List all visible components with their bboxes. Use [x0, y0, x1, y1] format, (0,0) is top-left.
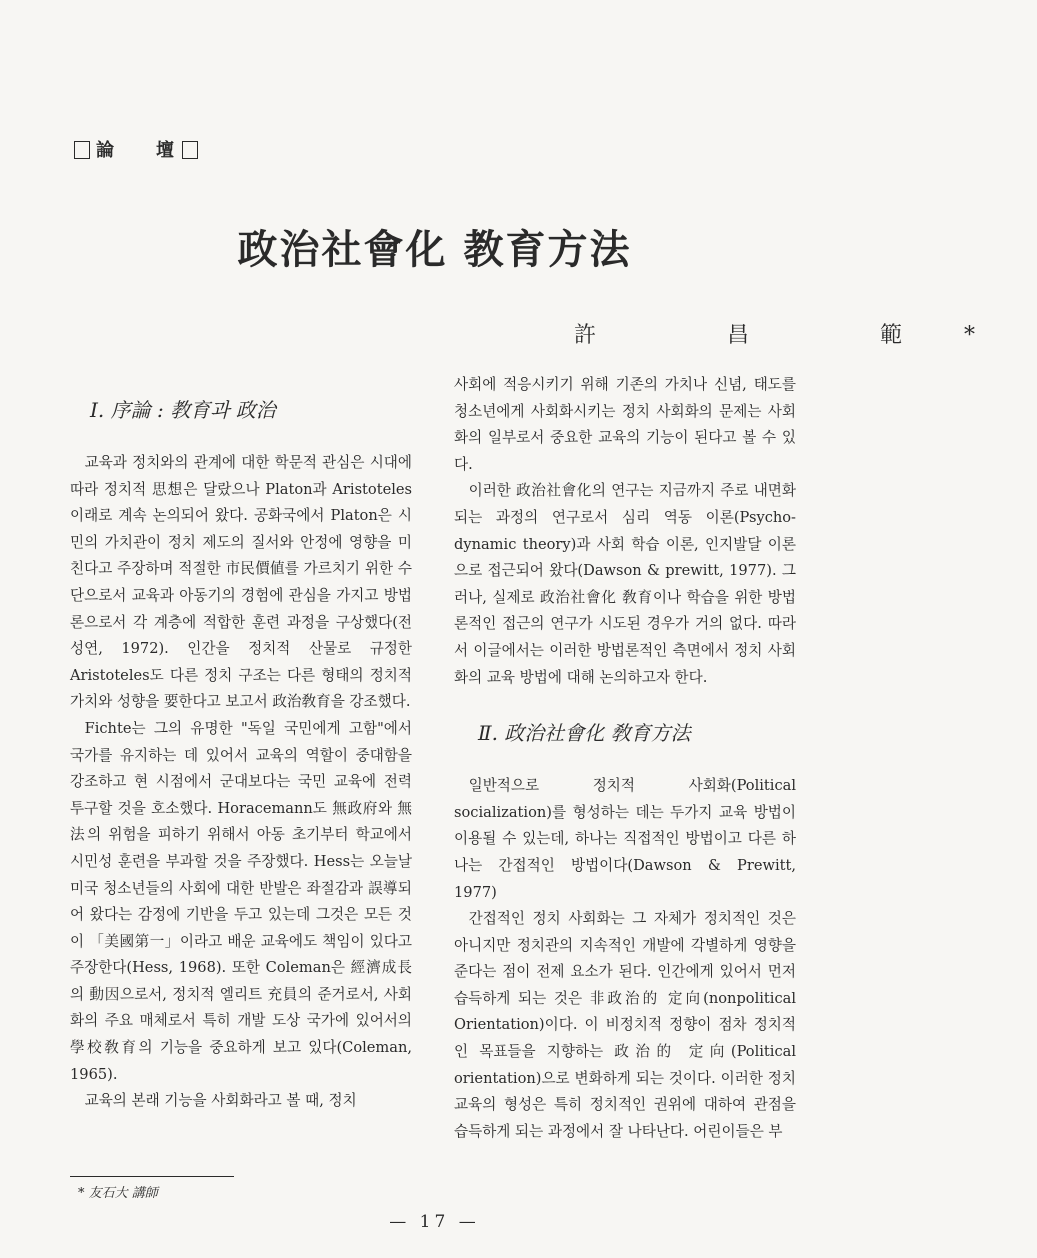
section-tag	[68, 136, 204, 162]
section-heading-1: Ⅰ. 序論 : 教育과 政治	[90, 398, 276, 422]
close-box-icon	[182, 141, 198, 159]
paragraph: 교육의 본래 기능을 사회화라고 볼 때, 정치	[84, 1092, 357, 1110]
article-title: 政治社會化 教育方法	[237, 226, 632, 273]
section-word-1: 論	[96, 140, 116, 161]
paragraph: 사회에 적응시키기 위해 기존의 가치나 신념, 태도를 청소년에게 사회화시키는 정치 사회화의 문제는 사회화의 일부로서 중요한 교육의 기능이 된다고 볼 수 있다.	[454, 376, 796, 473]
footnote-divider	[70, 1176, 234, 1177]
open-box-icon	[74, 141, 90, 159]
footnote: * 友石大 講師	[78, 1186, 158, 1201]
paragraph: 교육과 정치와의 관계에 대한 학문적 관심은 시대에 따라 정치적 思想은 달랐으나 Platon과 Aristoteles 이래로 계속 논의되어 왔다. 공화국에서 Platon은 시민의 가치관이 정치 제도의 질서와 안정에 영향을 미친다고 주장하며 적절한 市民價値를 가르치기 위한 수단으로서 교육과 아동기의 경험에 관심을 가지고 방법론으로서 각 계층에 적합한 훈련 과정을 구상했다(전성연, 1972). 인간을 정치적 산물로 규정한 Aristoteles도 다른 정치 구조는 다른 형태의 정치적 가치와 성향을 要한다고 보고서 政治敎育을 강조했다.	[70, 454, 412, 711]
paragraph: Fichte는 그의 유명한 "독일 국민에게 고함"에서 국가를 유지하는 데 있어서 교육의 역할이 중대함을 강조하고 현 시점에서 군대보다는 국민 교육에 전력 투구할 것을 호소했다. Horacemann도 無政府와 無法의 위험을 피하기 위해서 아동 초기부터 학교에서 시민성 훈련을 부과할 것을 주장했다. Hess는 오늘날 미국 청소년들의 사회에 대한 반발은 좌절감과 誤導되어 왔다는 감정에 기반을 두고 있는데 그것은 모든 것이 「美國第一」이라고 배운 교육에도 책임이 있다고 주장한다(Hess, 1968). 또한 Coleman은 經濟成長의 動因으로서, 정치적 엘리트 充員의 준거로서, 사회화의 주요 매체로서 특히 개발 도상 국가에 있어서의 學校敎育의 기능을 중요하게 보고 있다(Coleman, 1965).	[70, 719, 412, 1083]
section-heading-2: Ⅱ. 政治社會化 敎育方法	[478, 721, 691, 746]
paragraph: 일반적으로 정치적 사회화(Political socialization)를 형성하는 데는 두가지 교육 방법이 이용될 수 있는데, 하나는 직접적인 방법이고 다른 하나는 간접적인 방법이다(Dawson & Prewitt, 1977)	[454, 777, 796, 901]
paragraph: 이러한 政治社會化의 연구는 지금까지 주로 내면화되는 과정의 연구로서 심리 역동 이론(Psycho-dynamic theory)과 사회 학습 이론, 인지발달 이론으로 접근되어 왔다(Dawson & prewitt, 1977). 그러나, 실제로 政治社會化 敎育이나 학습을 위한 방법론적인 접근의 연구가 시도된 경우가 거의 없다. 따라서 이글에서는 이러한 방법론적인 측면에서 정치 사회화의 교육 방법에 대해 논의하고자 한다.	[454, 482, 796, 686]
page-number: — 17 —	[389, 1212, 480, 1232]
left-column	[70, 372, 412, 1115]
paragraph: 간접적인 정치 사회화는 그 자체가 정치적인 것은 아니지만 정치관의 지속적인 개발에 각별하게 영향을 준다는 점이 전제 요소가 된다. 인간에게 있어서 먼저 습득하게 되는 것은 非政治的 定向(nonpolitical Orientation)이다. 이 비정치적 정향이 점차 정치적인 목표들을 지향하는 政治的 定向(Political orientation)으로 변화하게 되는 것이다. 이러한 정치 교육의 형성은 특히 정치적인 권위에 대하여 관점을 습득하게 되는 과정에서 잘 나타난다. 어린이들은 부	[454, 910, 796, 1140]
section-word-2: 壇	[156, 140, 176, 161]
article-author: 許 昌 範*	[574, 323, 1037, 348]
right-column	[454, 372, 796, 1145]
